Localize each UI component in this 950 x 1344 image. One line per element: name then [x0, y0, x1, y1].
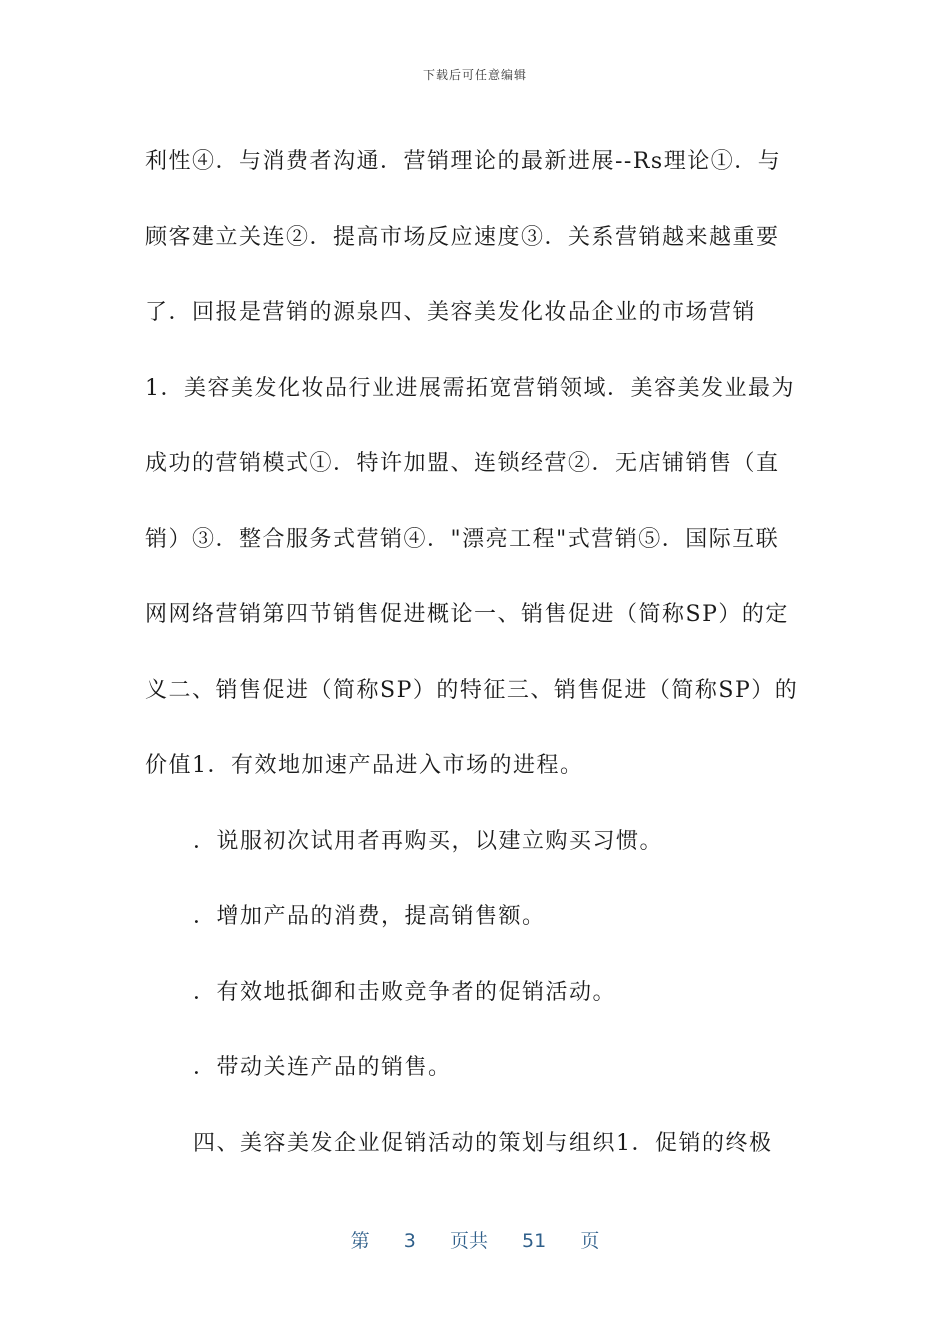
body-line: 了．回报是营销的源泉四、美容美发化妆品企业的市场营销 — [145, 300, 757, 325]
section-heading-line: 四、美容美发企业促销活动的策划与组织1．促销的终极 — [193, 1130, 773, 1156]
header-text: 下载后可任意编辑 — [422, 68, 527, 82]
page-header — [0, 66, 950, 83]
list-item: ．说服初次试用者再购买，以建立购买习惯。 — [193, 828, 664, 854]
body-line: 顾客建立关连②．提高市场反应速度③．关系营销越来越重要 — [145, 224, 780, 250]
list-item: ．增加产品的消费，提高销售额。 — [193, 904, 546, 929]
body-line: 1．美容美发化妆品行业进展需拓宽营销领域．美容美发业最为 — [145, 375, 795, 401]
body-line: 利性④．与消费者沟通．营销理论的最新进展--Rs理论①．与 — [145, 149, 782, 174]
footer-middle: 页共 — [449, 1230, 488, 1252]
list-item: ．有效地抵御和击败竞争者的促销活动。 — [193, 979, 617, 1005]
current-page-number: 3 — [403, 1230, 416, 1252]
list-item: ．带动关连产品的销售。 — [193, 1055, 452, 1080]
footer-suffix: 页 — [580, 1230, 600, 1252]
document-body — [145, 124, 815, 1181]
body-line: 网网络营销第四节销售促进概论一、销售促进（简称SP）的定 — [145, 602, 789, 627]
body-line: 销）③．整合服务式营销④．"漂亮工程"式营销⑤．国际互联 — [145, 526, 780, 552]
page-footer — [0, 1226, 950, 1253]
footer-prefix: 第 — [350, 1230, 370, 1252]
body-line: 成功的营销模式①．特许加盟、连锁经营②．无店铺销售（直 — [145, 451, 780, 476]
total-page-count: 51 — [522, 1230, 547, 1252]
body-line: 义二、销售促进（简称SP）的特征三、销售促进（简称SP）的 — [145, 677, 799, 703]
body-line: 价值1．有效地加速产品进入市场的进程。 — [145, 753, 584, 778]
